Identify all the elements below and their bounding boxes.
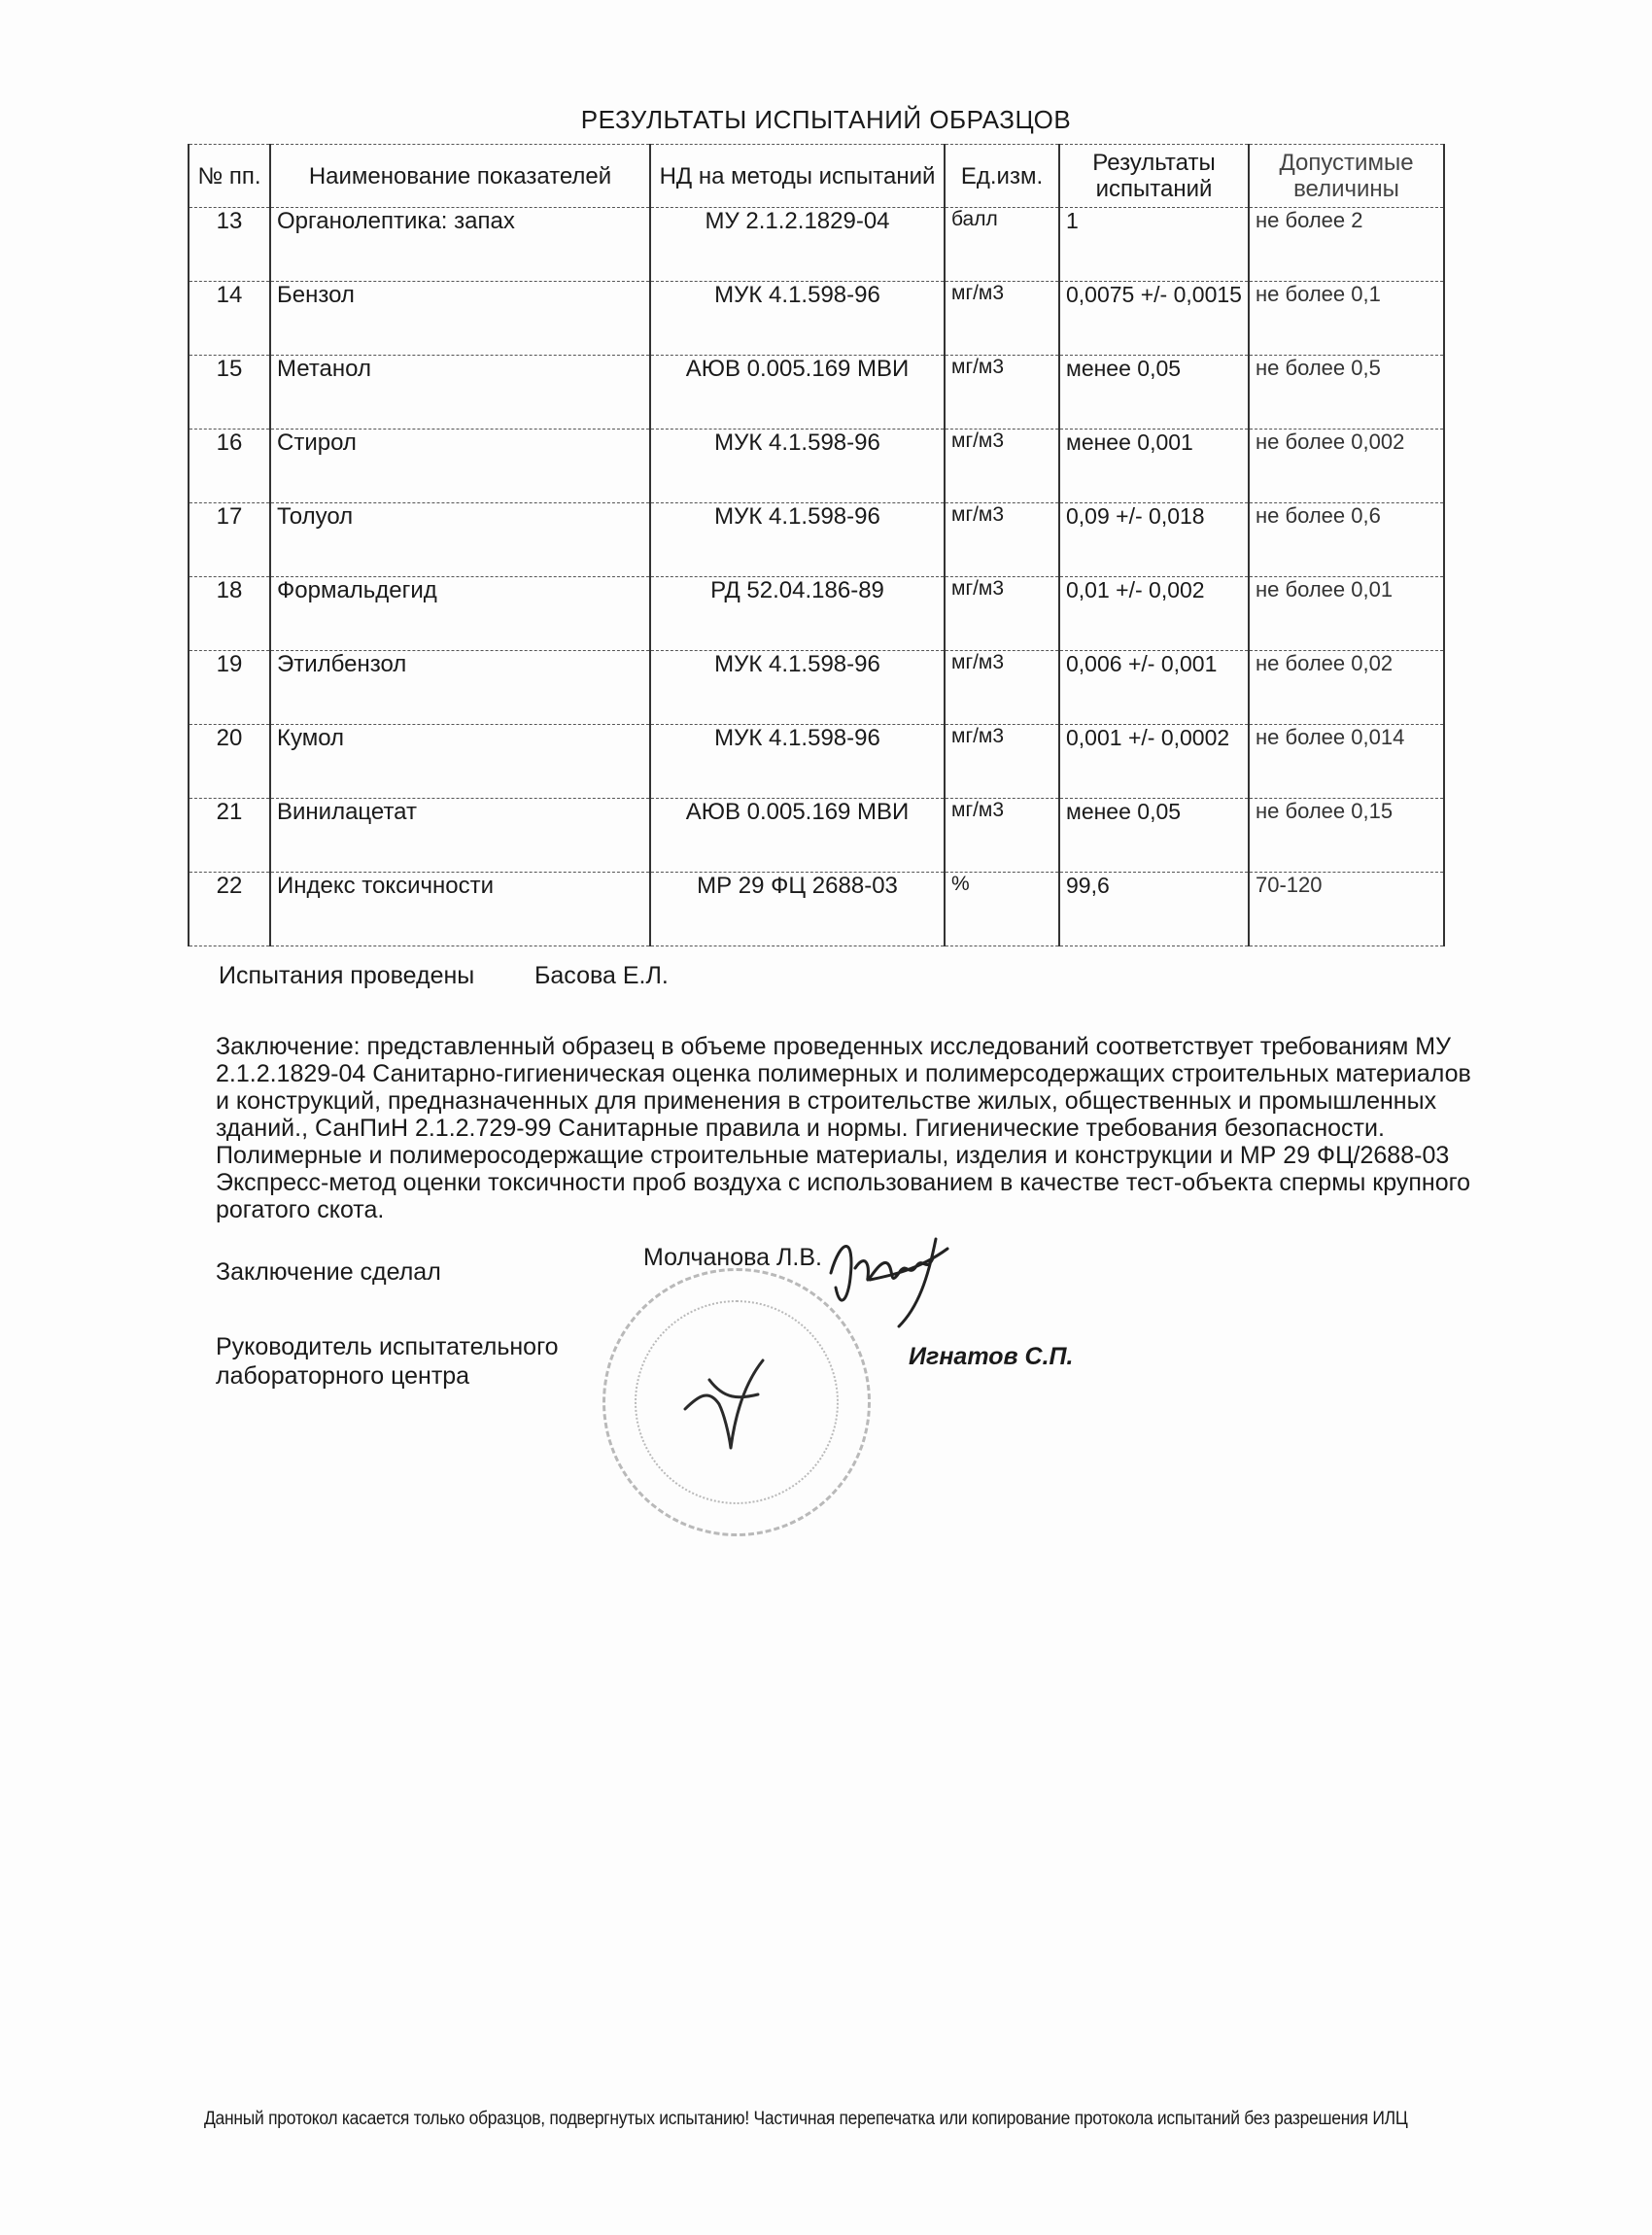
row-unit: мг/м3 [945,577,1059,651]
row-name: Этилбензол [270,651,650,725]
row-result: менее 0,05 [1059,799,1249,873]
row-result: 0,0075 +/- 0,0015 [1059,282,1249,356]
row-unit: балл [945,208,1059,282]
row-method: МУК 4.1.598-96 [650,282,945,356]
row-limit: не более 0,5 [1249,356,1444,430]
row-result: 0,09 +/- 0,018 [1059,503,1249,577]
row-unit: мг/м3 [945,282,1059,356]
head-name: Игнатов С.П. [909,1343,1074,1370]
conclusion-line: Экспресс-метод оценки токсичности проб воздуха с использованием в качестве тест-объекта спермы крупного [216,1169,1471,1196]
row-limit: не более 0,6 [1249,503,1444,577]
conclusion-line: рогатого скота. [216,1196,385,1223]
row-unit: мг/м3 [945,430,1059,503]
table-header-row [189,145,1444,208]
row-result: менее 0,05 [1059,356,1249,430]
row-name: Винилацетат [270,799,650,873]
row-limit: не более 2 [1249,208,1444,282]
row-num: 17 [189,503,270,577]
table-row [189,725,1444,799]
row-limit: не более 0,002 [1249,430,1444,503]
row-limit: не более 0,15 [1249,799,1444,873]
header-method: НД на методы испытаний [650,145,945,208]
row-num: 21 [189,799,270,873]
row-method: МУК 4.1.598-96 [650,651,945,725]
row-unit: мг/м3 [945,725,1059,799]
conclusion-line: Полимерные и полимеросодержащие строительные материалы, изделия и конструкции и МР 29 ФЦ/2688-03 [216,1142,1450,1169]
row-method: МУК 4.1.598-96 [650,503,945,577]
table-row [189,503,1444,577]
row-name: Кумол [270,725,650,799]
row-num: 16 [189,430,270,503]
row-limit: не более 0,02 [1249,651,1444,725]
row-name: Стирол [270,430,650,503]
row-result: 0,01 +/- 0,002 [1059,577,1249,651]
header-limit-line2: величины [1293,176,1399,202]
signature-molchanova [811,1220,967,1336]
row-num: 18 [189,577,270,651]
row-method: МУК 4.1.598-96 [650,725,945,799]
row-unit: мг/м3 [945,356,1059,430]
row-num: 20 [189,725,270,799]
row-result: 1 [1059,208,1249,282]
header-result-line1: Результаты [1092,150,1216,176]
head-label-line2: лабораторного центра [216,1362,470,1390]
row-name: Толуол [270,503,650,577]
row-limit: 70-120 [1249,873,1444,946]
row-num: 14 [189,282,270,356]
row-method: МУ 2.1.2.1829-04 [650,208,945,282]
table-row [189,799,1444,873]
table-row [189,873,1444,946]
table-row [189,577,1444,651]
row-unit: % [945,873,1059,946]
row-result: 99,6 [1059,873,1249,946]
header-unit: Ед.изм. [945,145,1059,208]
header-limit [1249,145,1444,208]
table-row [189,208,1444,282]
header-num: № пп. [189,145,270,208]
row-method: МУК 4.1.598-96 [650,430,945,503]
row-limit: не более 0,014 [1249,725,1444,799]
tested-by-label: Испытания проведены [219,962,475,989]
conclusion-line: зданий., СанПиН 2.1.2.729-99 Санитарные правила и нормы. Гигиенические требования безопасности. [216,1115,1385,1142]
row-name: Бензол [270,282,650,356]
header-limit-line1: Допустимые [1279,150,1414,176]
row-result: 0,006 +/- 0,001 [1059,651,1249,725]
conclusion-line: 2.1.2.1829-04 Санитарно-гигиеническая оценка полимерных и полимерсодержащих строительных материалов [216,1060,1471,1087]
header-result-line2: испытаний [1095,176,1213,202]
tested-by-name: Басова Е.Л. [534,962,669,989]
conclusion-by-label: Заключение сделал [216,1258,441,1286]
table-row [189,651,1444,725]
table-row [189,430,1444,503]
row-name: Метанол [270,356,650,430]
row-unit: мг/м3 [945,651,1059,725]
row-result: 0,001 +/- 0,0002 [1059,725,1249,799]
conclusion-line: Заключение: представленный образец в объеме проведенных исследований соответствует требованиям МУ [216,1033,1451,1060]
row-unit: мг/м3 [945,503,1059,577]
signature-ignatov [671,1341,787,1458]
table-row [189,356,1444,430]
row-result: менее 0,001 [1059,430,1249,503]
header-name: Наименование показателей [270,145,650,208]
row-name: Индекс токсичности [270,873,650,946]
results-table [188,144,1445,946]
conclusion-text [216,1033,1471,1223]
row-num: 15 [189,356,270,430]
row-name: Формальдегид [270,577,650,651]
header-result [1059,145,1249,208]
document-title: РЕЗУЛЬТАТЫ ИСПЫТАНИЙ ОБРАЗЦОВ [580,105,1072,134]
row-num: 19 [189,651,270,725]
conclusion-by-name: Молчанова Л.В. [643,1244,822,1271]
row-num: 22 [189,873,270,946]
row-method: АЮВ 0.005.169 МВИ [650,356,945,430]
conclusion-line: и конструкций, предназначенных для применения в строительстве жилых, общественных и промышленных [216,1087,1437,1115]
row-method: АЮВ 0.005.169 МВИ [650,799,945,873]
table-row [189,282,1444,356]
row-method: МР 29 ФЦ 2688-03 [650,873,945,946]
row-method: РД 52.04.186-89 [650,577,945,651]
row-limit: не более 0,1 [1249,282,1444,356]
footer-disclaimer: Данный протокол касается только образцов, подвергнутых испытанию! Частичная перепечатка или копирование протокола испытаний без разрешения ИЛЦ [204,2109,1408,2129]
row-unit: мг/м3 [945,799,1059,873]
row-name: Органолептика: запах [270,208,650,282]
row-num: 13 [189,208,270,282]
head-label-line1: Руководитель испытательного [216,1333,559,1360]
row-limit: не более 0,01 [1249,577,1444,651]
